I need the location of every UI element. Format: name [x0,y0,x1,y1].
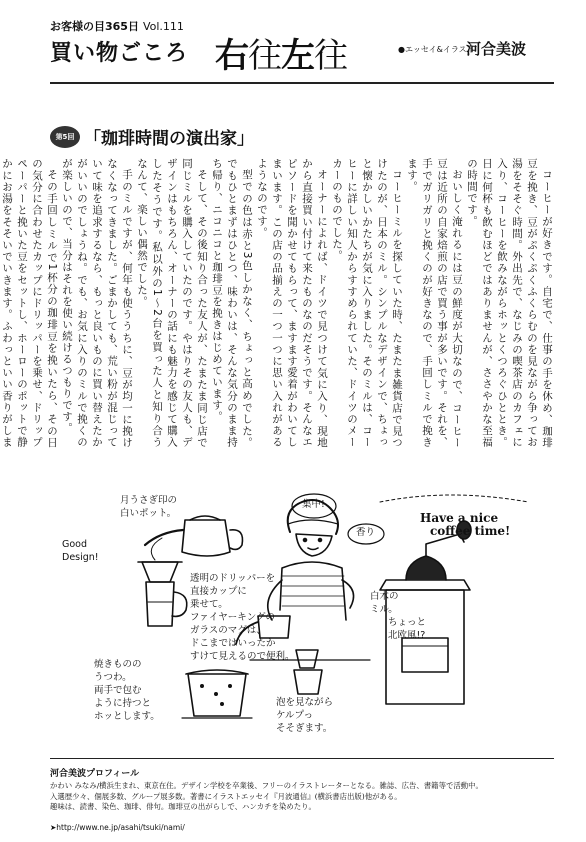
note-good-design: Good Design! [62,539,99,563]
note-dripper: 透明のドリッパーを 直接カップに 乗せて。 ファイヤーキングの ガラスのマグは、 ドこまではいったか すけて見えるので便利。 [190,573,295,662]
note-wooden-mill: 白木の ミル。 ちょっと 北欧風!? [370,591,427,641]
note-bowl: 焼きものの うつわ。 両手で包む ように持つと ホッとします。 [94,659,160,722]
profile-heading: 河合美波プロフィール [50,769,140,779]
episode-title: 「珈琲時間の演出家」 [84,129,254,149]
essay-paragraph: そして、その後知り合った友人が、たまたま同じ店で同じミルを購入していたのです。やはりその友人も、デザインはもちろん、オーナーの話にも魅力を感じて購入したそうです。私以外の1〜2台を買った人と知り合うなんて、楽しい偶然でした。 [136,158,208,448]
essay-paragraph: おいしく淹れるには豆の鮮度が大切なので、コーヒー豆は近所の自家焙煎の店で買う事が多いです。それを、手でガリガリと挽くのが好きなので、手回しミルで挽きます。 [406,158,463,448]
note-pour: 泡を見ながら ケルプっ そそぎます。 [276,697,334,734]
title-char: 左 [281,36,314,76]
profile-divider [50,758,554,759]
note-focus: 集中! [302,499,325,510]
article-title-accent [215,28,347,77]
author-name: 河合美波 [466,40,527,58]
title-char: 往 [314,36,347,76]
header-divider [50,82,554,84]
profile-url-link[interactable]: ➤http://www.ne.jp/asahi/tsuki/nami/ [50,823,185,832]
credit-label: ●エッセイ&イラスト [398,45,475,54]
volume-number: Vol.111 [142,20,184,33]
caption-have-a-nice: Have a nice coffee time! [420,511,511,538]
essay-paragraph: コーヒーミルを探していた時、たまたま雑貨店で見つけたのが、日本のミル。シンプルなデザインで、ちょっと懐かしいかたちが気に入りました。そのミルは、コーヒーに詳しい知人からすすめられていた、ドイツのメーカーのものでした。 [331,158,403,448]
note-pot: 月うさぎ印の 白いポット。 [120,495,178,519]
essay-paragraph: 手のミルですが、何年も使ううちに、豆が均一に挽けなくなってきました。ごまかしても、荒い粉が混じっていて味を追求するなら、もっと良いものに買い替えたかがいいのでしょうね。でも、お気に入りのミルで挽くのが楽しいので、当分はそれを使い続けるつもりです。 [61,158,133,448]
coffee-illustration [50,490,554,740]
profile-line: かわい みなみ/横浜生まれ、東京在住。デザイン学校を卒業後、フリーのイラストレーターとなる。雑誌、広告、書籍等で活動中。 [50,781,483,790]
profile-line: 入選歴少々、個展多数、グループ展多数。著書にイラストエッセイ『月波通信』(横浜書店出版)他がある。 [50,791,402,801]
essay-paragraph: コーヒーが好きです。自宅で、仕事の手を休め、珈琲豆を挽き、豆がぷくぷくふくらむのを見ながら争ってお湯をそそぐ時間。外出先で、なじみの喫茶店のカフェに入り、コーヒーを飲みながらホッとくつろぐひととき。日に何杯も飲むほどではありませんが、ささやかな至福の時間です。 [466,158,553,448]
essay-body [1,158,554,448]
series-label: お客様の目365日 Vol.111 [50,20,184,33]
profile-line: 趣味は、読書、染色、珈琲、俳句。珈琲豆の出がらしで、ハンカチを染めたり。 [50,802,316,811]
title-char: 往 [248,36,281,76]
episode-badge: 第5回 [50,126,80,148]
essay-paragraph: 型での色は赤と3色しかなく、ちょっと高めでした。でもひとまずはひとつ、味わいは、そんな気分のまま持ち帰り、ニコニコと珈琲豆を挽きはじめています。 [211,158,253,448]
title-char: 右 [215,36,248,76]
essay-paragraph: オーナーによれば、ドイツで見つけて気に入り、現地から直接買い付けて来たものなのだそうです。そんなエピソードを聞かせてもらって、ますます愛着がわいてしまいます。この店の品揃えの一つ一つに思い入れがあるようなのです。 [256,158,328,448]
article-title-main: 買い物ごころ [50,41,189,66]
ceramic-bowl-icon [182,670,252,718]
dripper-mug-icon [138,562,187,626]
profile-text [50,781,554,813]
note-aroma: 香り [356,527,376,538]
enamel-pot-icon [145,516,243,556]
essay-paragraph: その手回しミルで1杯分の珈琲豆を挽いたら、その日の気分に合わせたカップにドリッパーを乗せ、ドリップペーパーと挽いた豆をセットし、ホーローのポットで静かにお湯をそそいでいきます。ふわっといい香りがしま [1,158,58,448]
